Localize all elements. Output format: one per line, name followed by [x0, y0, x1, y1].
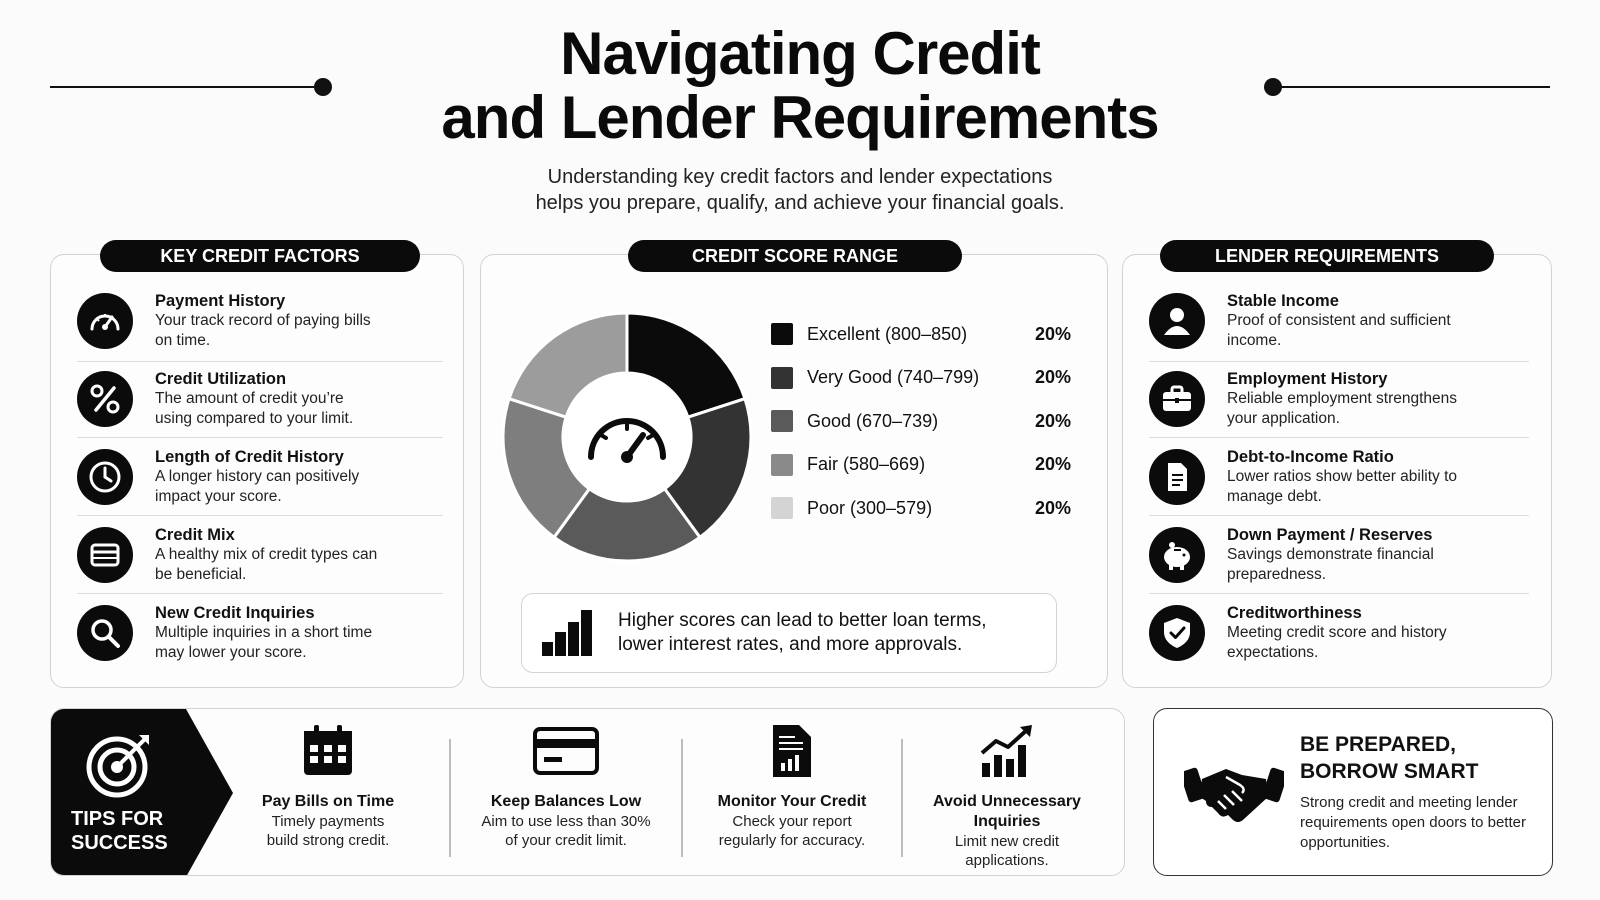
tip-pay-bills — [241, 723, 415, 850]
divider — [77, 515, 443, 516]
score-range-panel — [480, 254, 1108, 688]
factor-credit-mix — [77, 525, 443, 603]
gauge-icon — [579, 401, 675, 471]
factor-title: Payment History — [155, 292, 286, 310]
req-title: Creditworthiness — [1227, 604, 1362, 622]
legend-swatch — [771, 497, 793, 519]
shield-check-icon — [1149, 605, 1205, 661]
legend-item — [771, 495, 1071, 521]
person-icon — [1149, 293, 1205, 349]
factor-desc: A healthy mix of credit types can be beneficial. — [155, 546, 378, 583]
subtitle-line-1: Understanding key credit factors and lender expectations — [547, 166, 1053, 188]
tip-desc: Timely payments build strong credit. — [266, 813, 390, 849]
page-title — [0, 22, 1600, 150]
legend-swatch — [771, 367, 793, 389]
legend-value: 20% — [1034, 454, 1071, 474]
handshake-icon — [1184, 757, 1284, 829]
divider — [77, 437, 443, 438]
tip-divider — [681, 739, 683, 857]
factor-title: Length of Credit History — [155, 448, 344, 466]
divider — [1149, 515, 1529, 516]
page-subtitle — [0, 164, 1600, 216]
legend-item — [771, 365, 1071, 391]
tip-keep-balances — [451, 723, 681, 850]
factor-length-history — [77, 447, 443, 525]
req-employment-history — [1149, 369, 1529, 447]
report-icon — [767, 723, 817, 779]
legend-label: Good (670–739) — [807, 410, 939, 431]
percent-icon — [77, 371, 133, 427]
req-title: Down Payment / Reserves — [1227, 526, 1433, 544]
tip-monitor-credit — [687, 723, 897, 850]
tip-desc: Limit new credit applications. — [954, 833, 1060, 869]
growth-chart-icon — [978, 723, 1036, 779]
be-prepared-desc: Strong credit and meeting lender requirements open doors to better opportunities. — [1300, 794, 1526, 851]
tip-title: Avoid Unnecessary Inquiries — [933, 793, 1081, 830]
tip-desc: Aim to use less than 30% of your credit limit. — [481, 813, 651, 849]
tip-title: Keep Balances Low — [490, 793, 642, 810]
req-creditworthiness — [1149, 603, 1529, 681]
credit-card-icon — [532, 723, 600, 779]
legend-value: 20% — [1034, 323, 1071, 344]
factor-title: Credit Utilization — [155, 370, 287, 388]
legend-item — [771, 408, 1071, 434]
req-desc: Savings demonstrate financial preparedness. — [1227, 546, 1434, 583]
req-desc: Lower ratios show better ability to manage debt. — [1227, 468, 1458, 505]
calendar-icon — [300, 723, 356, 779]
subtitle-line-2: helps you prepare, qualify, and achieve your financial goals. — [535, 192, 1065, 214]
req-down-payment — [1149, 525, 1529, 603]
tips-heading-line-2: SUCCESS — [71, 832, 168, 854]
req-debt-to-income — [1149, 447, 1529, 525]
factor-title: Credit Mix — [155, 526, 235, 544]
factor-desc: A longer history can positively impact your score. — [155, 468, 360, 505]
factor-desc: Your track record of paying bills on time. — [155, 312, 371, 349]
tips-heading-line-1: TIPS FOR — [71, 808, 164, 830]
legend-label: Fair (580–669) — [807, 454, 926, 474]
key-factors-panel — [50, 254, 464, 688]
speedometer-icon — [77, 293, 133, 349]
divider — [1149, 593, 1529, 594]
legend-swatch — [771, 454, 793, 476]
bar-chart-icon — [540, 610, 592, 656]
divider — [1149, 437, 1529, 438]
divider — [77, 593, 443, 594]
tip-divider — [901, 739, 903, 857]
target-icon — [83, 727, 157, 801]
legend-label: Very Good (740–799) — [807, 367, 980, 387]
briefcase-icon — [1149, 371, 1205, 427]
factor-title: New Credit Inquiries — [155, 604, 315, 622]
legend-value: 20% — [1034, 497, 1071, 518]
score-range-heading: CREDIT SCORE RANGE — [628, 240, 962, 272]
factor-desc: Multiple inquiries in a short time may lower your score. — [155, 624, 373, 661]
legend-item — [771, 321, 1071, 347]
req-desc: Proof of consistent and sufficient income. — [1227, 312, 1451, 349]
key-factors-heading: KEY CREDIT FACTORS — [100, 240, 420, 272]
lender-requirements-heading: LENDER REQUIREMENTS — [1160, 240, 1494, 272]
cards-icon — [77, 527, 133, 583]
title-line-2: and Lender Requirements — [441, 84, 1159, 151]
legend-label: Poor (300–579) — [807, 497, 933, 518]
be-prepared-title-line-1: BE PREPARED, — [1300, 733, 1456, 756]
legend-swatch — [771, 410, 793, 432]
factor-payment-history — [77, 291, 443, 369]
divider — [1149, 361, 1529, 362]
tip-title: Pay Bills on Time — [261, 793, 395, 810]
req-stable-income — [1149, 291, 1529, 369]
legend-value: 20% — [1034, 410, 1071, 431]
legend-swatch — [771, 323, 793, 345]
tips-panel — [50, 708, 1125, 876]
factor-desc: The amount of credit you’re using compared to your limit. — [155, 390, 354, 427]
req-title: Employment History — [1227, 370, 1388, 388]
req-title: Debt-to-Income Ratio — [1227, 448, 1394, 466]
factor-new-inquiries — [77, 603, 443, 681]
score-note-box — [521, 593, 1057, 673]
tip-title: Monitor Your Credit — [717, 793, 867, 810]
score-note: Higher scores can lead to better loan terms, lower interest rates, and more approvals. — [618, 610, 987, 655]
lender-requirements-panel — [1122, 254, 1552, 688]
divider — [77, 361, 443, 362]
legend-item — [771, 452, 1071, 478]
document-icon — [1149, 449, 1205, 505]
be-prepared-panel — [1153, 708, 1553, 876]
be-prepared-title-line-2: BORROW SMART — [1300, 760, 1479, 783]
factor-credit-utilization — [77, 369, 443, 447]
tip-avoid-inquiries — [907, 723, 1107, 870]
legend-label: Excellent (800–850) — [807, 323, 968, 344]
req-title: Stable Income — [1227, 292, 1339, 310]
magnifier-icon — [77, 605, 133, 661]
piggy-bank-icon — [1149, 527, 1205, 583]
req-desc: Meeting credit score and history expectations. — [1227, 624, 1447, 661]
req-desc: Reliable employment strengthens your application. — [1227, 390, 1458, 427]
legend-value: 20% — [1034, 367, 1071, 387]
tips-heading — [71, 807, 168, 855]
be-prepared-title — [1300, 731, 1478, 785]
clock-icon — [77, 449, 133, 505]
title-line-1: Navigating Credit — [560, 20, 1040, 87]
tip-desc: Check your report regularly for accuracy. — [718, 813, 866, 849]
